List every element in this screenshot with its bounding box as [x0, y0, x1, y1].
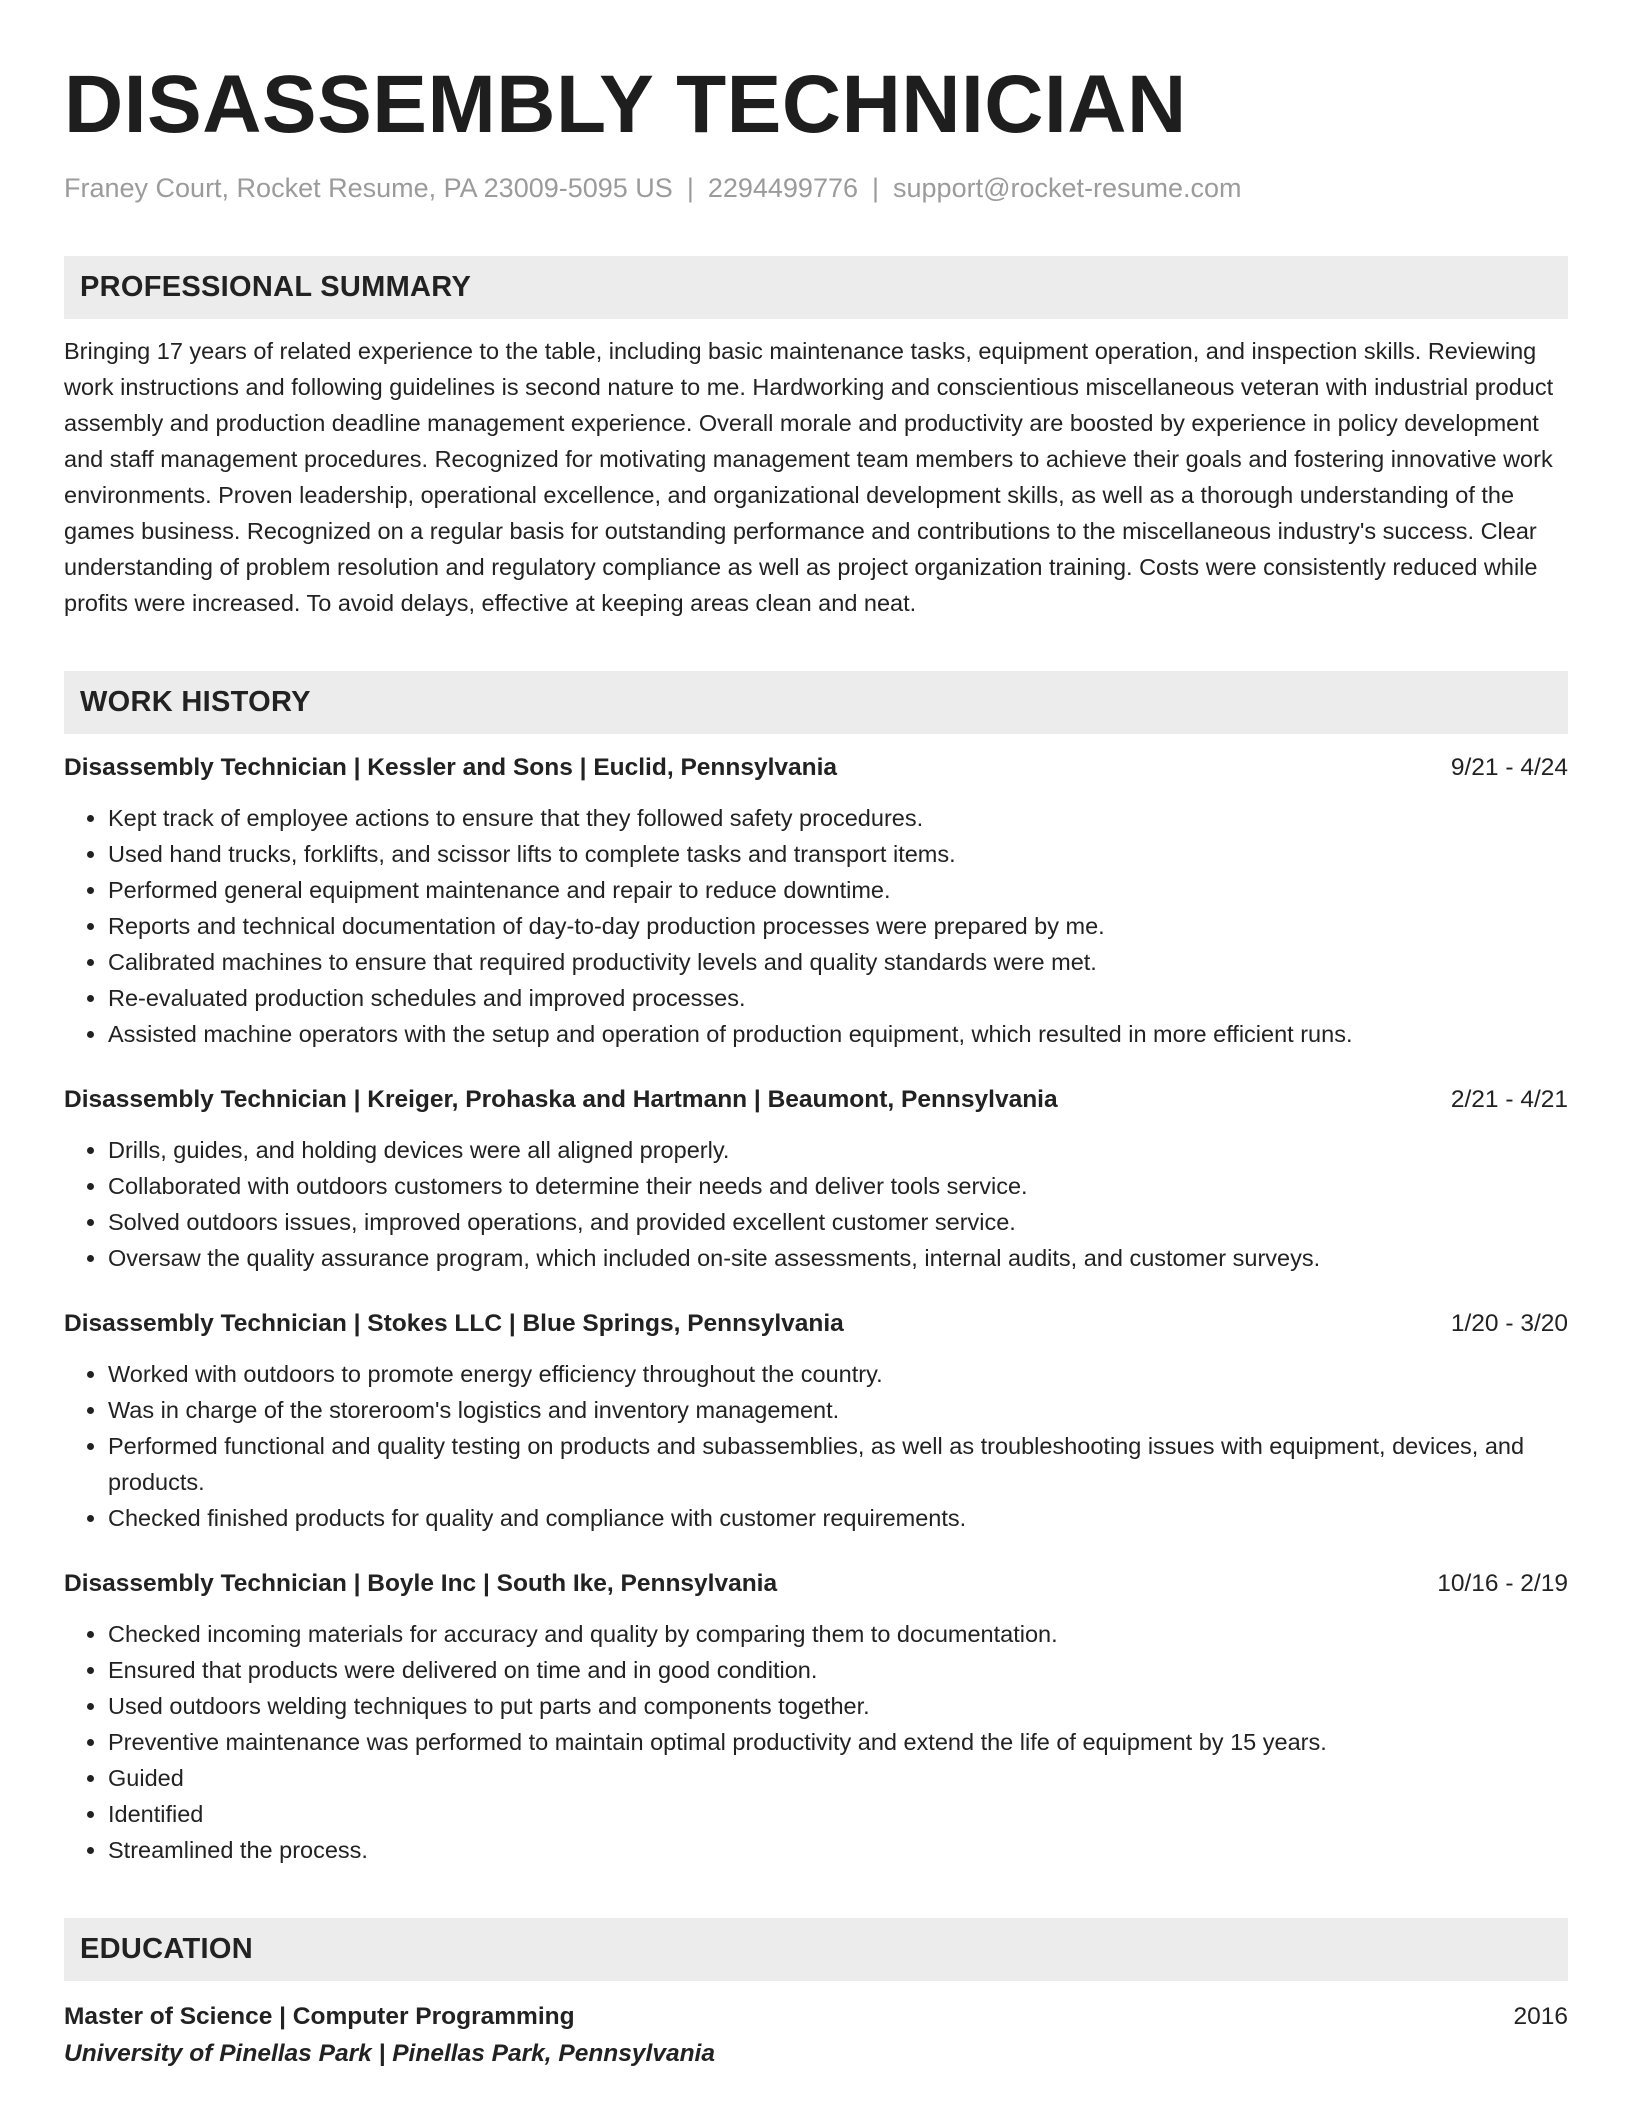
job-entry	[64, 750, 1568, 1052]
job-bullet: • Was in charge of the storeroom's logistics and inventory management.	[108, 1392, 1568, 1428]
job-entry	[64, 1566, 1568, 1868]
job-header	[64, 1306, 1568, 1342]
resume-name: DISASSEMBLY TECHNICIAN	[64, 59, 1187, 150]
job-bullet: • Kept track of employee actions to ensure that they followed safety procedures.	[108, 800, 1568, 836]
job-bullet: • Re-evaluated production schedules and improved processes.	[108, 980, 1568, 1016]
job-header	[64, 1082, 1568, 1118]
job-dates: 10/16 - 2/19	[1437, 1570, 1568, 1597]
job-bullet: • Solved outdoors issues, improved operations, and provided excellent customer service.	[108, 1204, 1568, 1240]
job-bullet: • Reports and technical documentation of day-to-day production processes were prepared by me.	[108, 908, 1568, 944]
job-bullet: • Guided	[108, 1760, 1568, 1796]
job-bullet: • Drills, guides, and holding devices were all aligned properly.	[108, 1132, 1568, 1168]
job-bullet: • Worked with outdoors to promote energy efficiency throughout the country.	[108, 1356, 1568, 1392]
job-dates: 2/21 - 4/21	[1450, 1086, 1568, 1113]
job-title: Disassembly Technician | Boyle Inc | South Ike, Pennsylvania	[64, 1570, 778, 1597]
education-year: 2016	[1513, 2003, 1568, 2030]
job-title: Disassembly Technician | Kreiger, Prohaska and Hartmann | Beaumont, Pennsylvania	[64, 1086, 1058, 1113]
education-header	[64, 1999, 1568, 2035]
job-bullet: • Performed general equipment maintenance and repair to reduce downtime.	[108, 872, 1568, 908]
job-header	[64, 1566, 1568, 1602]
contact-separator: |	[872, 173, 880, 203]
job-header	[64, 750, 1568, 786]
job-bullets	[64, 1356, 1568, 1536]
contact-line	[64, 170, 1568, 206]
contact-address: Franey Court, Rocket Resume, PA 23009-5095 US	[64, 173, 673, 203]
job-bullet: • Calibrated machines to ensure that required productivity levels and quality standards were met.	[108, 944, 1568, 980]
contact-email: support@rocket-resume.com	[893, 173, 1242, 203]
resume-page	[64, 0, 1568, 2073]
job-bullet: • Streamlined the process.	[108, 1832, 1568, 1868]
contact-separator: |	[686, 173, 694, 203]
job-bullet: • Used hand trucks, forklifts, and scissor lifts to complete tasks and transport items.	[108, 836, 1568, 872]
work-history-heading: WORK HISTORY	[64, 671, 1568, 734]
job-title: Disassembly Technician | Stokes LLC | Blue Springs, Pennsylvania	[64, 1310, 844, 1337]
summary-heading: PROFESSIONAL SUMMARY	[64, 256, 1568, 319]
job-bullet: • Performed functional and quality testing on products and subassemblies, as well as troubleshooting issues with equipment, devices, and products.	[108, 1428, 1568, 1500]
job-bullets	[64, 1616, 1568, 1868]
job-entry	[64, 1082, 1568, 1276]
job-bullet: • Preventive maintenance was performed to maintain optimal productivity and extend the life of equipment by 15 years.	[108, 1724, 1568, 1760]
job-dates: 9/21 - 4/24	[1450, 754, 1568, 781]
job-bullet: • Collaborated with outdoors customers to determine their needs and deliver tools service.	[108, 1168, 1568, 1204]
job-title: Disassembly Technician | Kessler and Sons | Euclid, Pennsylvania	[64, 754, 838, 781]
job-bullets	[64, 1132, 1568, 1276]
job-bullet: • Checked finished products for quality and compliance with customer requirements.	[108, 1500, 1568, 1536]
job-dates: 1/20 - 3/20	[1450, 1310, 1568, 1337]
job-bullet: • Identified	[108, 1796, 1568, 1832]
job-bullet: • Assisted machine operators with the setup and operation of production equipment, which resulted in more efficient runs.	[108, 1016, 1568, 1052]
summary-text: Bringing 17 years of related experience to the table, including basic maintenance tasks, equipment operation, and inspection skills. Reviewing work instructions and following guidelines is second nature to me. Hardworking and conscientious miscellaneous veteran with industrial product assembly and production deadline management experience. Overall morale and productivity are boosted by experience in policy development and staff management procedures. Recognized for motivating management team members to achieve their goals and fostering innovative work environments. Proven leadership, operational excellence, and organizational development skills, as well as a thorough understanding of the games business. Recognized on a regular basis for outstanding performance and contributions to the miscellaneous industry's success. Clear understanding of problem resolution and regulatory compliance as well as project organization training. Costs were consistently reduced while profits were increased. To avoid delays, effective at keeping areas clean and neat.	[64, 338, 1554, 616]
job-bullet: • Used outdoors welding techniques to put parts and components together.	[108, 1688, 1568, 1724]
job-bullet: • Oversaw the quality assurance program, which included on-site assessments, internal audits, and customer surveys.	[108, 1240, 1568, 1276]
contact-phone: 2294499776	[707, 173, 858, 203]
job-entry	[64, 1306, 1568, 1536]
education-school: University of Pinellas Park | Pinellas Park, Pennsylvania	[64, 2040, 715, 2067]
education-entry	[64, 1999, 1568, 2073]
education-heading: EDUCATION	[64, 1918, 1568, 1981]
job-bullet: • Checked incoming materials for accuracy and quality by comparing them to documentation.	[108, 1616, 1568, 1652]
education-degree: Master of Science | Computer Programming	[64, 2003, 575, 2030]
job-bullets	[64, 800, 1568, 1052]
job-bullet: • Ensured that products were delivered on time and in good condition.	[108, 1652, 1568, 1688]
